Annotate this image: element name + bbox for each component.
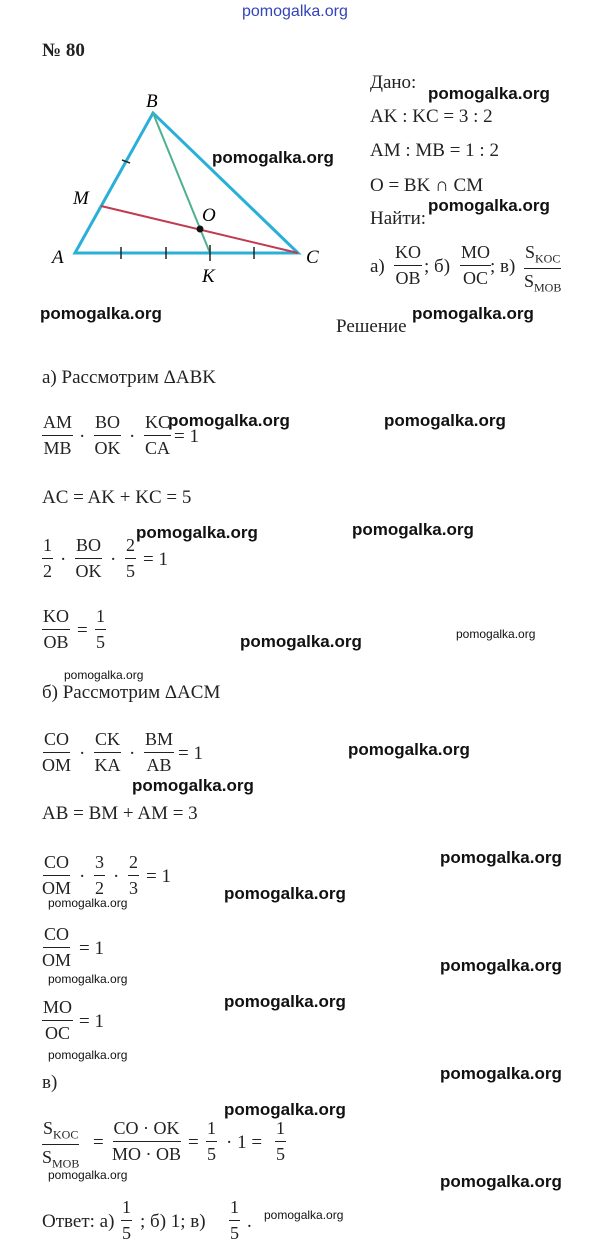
a-eq2: AC = AK + KC = 5 xyxy=(42,487,192,508)
find-frac-b: $\frac{MO}{OC}$ xyxy=(461,242,491,288)
op-dot: · xyxy=(79,866,86,887)
watermark[interactable]: pomogalka.org xyxy=(64,668,144,682)
b-eq1-f3: $\frac{BM}{AB}$ xyxy=(145,729,174,775)
b-eq3-f1: $\frac{CO}{OM}$ xyxy=(42,852,72,898)
answer-a: $\frac{1}{5}$ xyxy=(122,1197,131,1243)
watermark[interactable]: pomogalka.org xyxy=(48,972,128,986)
watermark[interactable]: pomogalka.org xyxy=(440,1172,562,1191)
a-eq4-eq: = xyxy=(77,620,88,641)
a-eq1-rhs: = 1 xyxy=(174,426,199,447)
watermark[interactable]: pomogalka.org xyxy=(132,776,254,795)
watermark[interactable]: pomogalka.org xyxy=(40,304,162,323)
watermark[interactable]: pomogalka.org xyxy=(352,520,474,539)
a-eq3-f2: $\frac{BO}{OK}$ xyxy=(75,535,102,581)
op-eq: = xyxy=(93,1132,104,1153)
a-eq3-rhs: = 1 xyxy=(143,549,168,570)
c-eq-f2: $\frac{CO \cdot OK}{MO \cdot OB}$ xyxy=(112,1118,182,1164)
label-a: A xyxy=(52,247,64,268)
op-dot: · xyxy=(79,426,86,447)
watermark[interactable]: pomogalka.org xyxy=(440,848,562,867)
watermark[interactable]: pomogalka.org xyxy=(212,148,334,167)
b-eq1-f2: $\frac{CK}{KA}$ xyxy=(94,729,121,775)
a-eq3-f3: $\frac{2}{5}$ xyxy=(126,535,135,581)
watermark[interactable]: pomogalka.org xyxy=(440,956,562,975)
given-title: Дано: xyxy=(370,72,417,93)
find-title: Найти: xyxy=(370,208,427,229)
op-dot: · xyxy=(129,743,136,764)
a-eq4-f1: $\frac{KO}{OB}$ xyxy=(43,606,69,652)
triangle-abc xyxy=(75,113,298,253)
b-eq5-f1: $\frac{MO}{OC}$ xyxy=(43,997,73,1043)
watermark[interactable]: pomogalka.org xyxy=(224,992,346,1011)
a-eq3-f1: $\frac{1}{2}$ xyxy=(43,535,52,581)
label-c: C xyxy=(306,247,319,268)
label-k: K xyxy=(202,266,215,287)
watermark-top[interactable]: pomogalka.org xyxy=(242,3,348,20)
problem-number: № 80 xyxy=(42,40,85,61)
answer-label: Ответ: а) xyxy=(42,1211,115,1232)
watermark[interactable]: pomogalka.org xyxy=(48,896,128,910)
watermark[interactable]: pomogalka.org xyxy=(48,1048,128,1062)
answer-end: . xyxy=(247,1211,252,1232)
watermark[interactable]: pomogalka.org xyxy=(136,523,258,542)
label-o: O xyxy=(202,205,216,226)
part-b-title: б) Рассмотрим ΔACM xyxy=(42,682,221,703)
find-c-label: ; в) xyxy=(490,256,516,277)
b-eq2: AB = BM + AM = 3 xyxy=(42,803,198,824)
a-eq1-f3: $\frac{KC}{CA}$ xyxy=(145,412,171,458)
b-eq1-f1: $\frac{CO}{OM}$ xyxy=(42,729,72,775)
watermark[interactable]: pomogalka.org xyxy=(412,304,534,323)
watermark[interactable]: pomogalka.org xyxy=(264,1208,344,1222)
op-dot: · xyxy=(79,743,86,764)
b-eq3-f3: $\frac{2}{3}$ xyxy=(129,852,138,898)
a-eq1-f2: $\frac{BO}{OK}$ xyxy=(94,412,121,458)
triangle-figure xyxy=(40,85,340,290)
answer-sep: ; б) 1; в) xyxy=(140,1211,206,1232)
part-c-title: в) xyxy=(42,1072,58,1093)
given-line-1: AK : KC = 3 : 2 xyxy=(370,106,493,127)
watermark[interactable]: pomogalka.org xyxy=(224,884,346,903)
c-eq-f1: $S_{KOC}$ $S_{MOB}$ xyxy=(42,1118,80,1171)
given-line-3: O = BK ∩ CM xyxy=(370,175,484,196)
watermark[interactable]: pomogalka.org xyxy=(224,1100,346,1119)
b-eq5-rhs: = 1 xyxy=(79,1011,104,1032)
op-dot: · xyxy=(113,866,120,887)
op-dot: · xyxy=(60,549,67,570)
find-a-label: а) xyxy=(370,256,385,277)
b-eq1-rhs: = 1 xyxy=(178,743,203,764)
watermark[interactable]: pomogalka.org xyxy=(168,411,290,430)
a-eq4-f2: $\frac{1}{5}$ xyxy=(96,606,105,652)
c-eq-mid: · 1 = xyxy=(226,1132,263,1153)
answer-c: $\frac{1}{5}$ xyxy=(230,1197,239,1243)
watermark[interactable]: pomogalka.org xyxy=(440,1064,562,1083)
find-frac-a: $\frac{KO}{OB}$ xyxy=(395,242,421,288)
watermark[interactable]: pomogalka.org xyxy=(456,627,536,641)
a-eq1-f1: $\frac{AM}{MB}$ xyxy=(43,412,73,458)
solution-title: Решение xyxy=(336,316,407,337)
b-eq3-rhs: = 1 xyxy=(146,866,171,887)
op-dot: · xyxy=(129,426,136,447)
find-frac-c: $S_{KOC}$ $S_{MOB}$ xyxy=(524,242,562,295)
b-eq4-rhs: = 1 xyxy=(79,938,104,959)
watermark[interactable]: pomogalka.org xyxy=(384,411,506,430)
watermark[interactable]: pomogalka.org xyxy=(428,84,550,103)
watermark[interactable]: pomogalka.org xyxy=(348,740,470,759)
b-eq3-f2: $\frac{3}{2}$ xyxy=(95,852,104,898)
find-b-label: ; б) xyxy=(424,256,451,277)
label-m: M xyxy=(73,188,89,209)
c-eq-f4: $\frac{1}{5}$ xyxy=(276,1118,285,1164)
part-a-title: а) Рассмотрим ΔABK xyxy=(42,367,216,388)
watermark[interactable]: pomogalka.org xyxy=(428,196,550,215)
b-eq4-f1: $\frac{CO}{OM}$ xyxy=(42,924,72,970)
given-line-2: AM : MB = 1 : 2 xyxy=(370,140,499,161)
op-dot: · xyxy=(110,549,117,570)
label-b: B xyxy=(146,91,158,112)
op-eq: = xyxy=(188,1132,199,1153)
watermark[interactable]: pomogalka.org xyxy=(48,1168,128,1182)
watermark[interactable]: pomogalka.org xyxy=(240,632,362,651)
point-o xyxy=(197,226,204,233)
c-eq-f3: $\frac{1}{5}$ xyxy=(207,1118,216,1164)
